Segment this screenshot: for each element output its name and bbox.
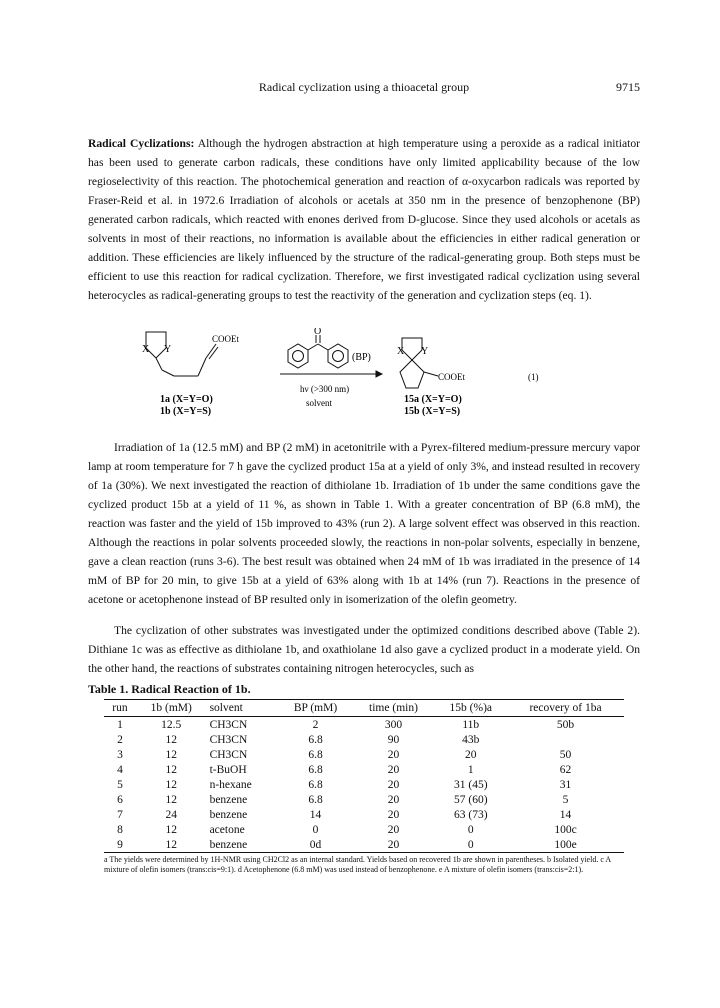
equation-number: (1) xyxy=(528,372,539,382)
condition-solvent: solvent xyxy=(306,398,332,408)
reagent-bp: (BP) xyxy=(352,352,371,363)
product-x-atom: X xyxy=(397,346,405,357)
table-cell: 20 xyxy=(387,823,400,836)
table-cell: 20 xyxy=(465,748,477,761)
table-cell: 6.8 xyxy=(308,778,323,791)
table-cell: 100e xyxy=(554,838,577,851)
table-cell: 4 xyxy=(117,763,123,776)
table-cell: 6.8 xyxy=(308,748,323,761)
table-cell: CH3CN xyxy=(209,733,248,746)
table-row xyxy=(104,792,624,807)
condition-light: hν (>300 nm) xyxy=(300,384,350,394)
table-cell: 6 xyxy=(117,793,123,806)
column-header: time (min) xyxy=(369,702,418,714)
table-row xyxy=(104,747,624,762)
table-cell: 31 xyxy=(559,778,572,791)
reaction-scheme xyxy=(140,328,640,433)
table-cell: 20 xyxy=(387,778,400,791)
table-cell: 2 xyxy=(117,733,123,746)
table-cell: 14 xyxy=(559,808,572,821)
table-cell: benzene xyxy=(209,808,248,821)
table-cell: 1 xyxy=(117,718,123,731)
table-cell: t-BuOH xyxy=(209,763,247,776)
table-cell: 12 xyxy=(165,823,177,836)
paragraph-other-substrates: The cyclization of other substrates was investigated under the optimized conditions described above (Table 2). Dithiane 1c was as effective as dithiolane 1b, and oxathiolane 1d also gave a cyclized product in a moderate yield. On the other hand, the reactions of substrates containing nitrogen heterocycles, such as xyxy=(88,624,640,675)
table-cell: 20 xyxy=(387,808,400,821)
product-ester: COOEt xyxy=(438,372,465,382)
reactant-ester: COOEt xyxy=(212,334,239,344)
table-cell: acetone xyxy=(209,823,245,836)
column-header: recovery of 1ba xyxy=(529,702,602,714)
table-row xyxy=(104,777,624,792)
table-cell: 24 xyxy=(165,808,177,821)
column-header: run xyxy=(112,702,128,714)
column-header: 15b (%)a xyxy=(449,702,493,714)
reactant-label-1b: 1b (X=Y=S) xyxy=(160,406,212,417)
table-cell: 63 (73) xyxy=(454,808,488,821)
reactant-y-atom: Y xyxy=(164,344,172,355)
table-cell: 50b xyxy=(556,718,575,731)
table-cell: 8 xyxy=(117,823,123,836)
table-cell: benzene xyxy=(209,793,248,806)
table-cell: 1 xyxy=(467,763,474,776)
table-cell: 12.5 xyxy=(161,718,182,731)
table-cell: 5 xyxy=(562,793,569,806)
table-cell: 0 xyxy=(312,823,319,836)
table-cell: 3 xyxy=(117,748,123,761)
table-cell: 6.8 xyxy=(308,733,323,746)
table-cell: 50 xyxy=(559,748,572,761)
table-cell: 5 xyxy=(117,778,123,791)
paragraph-lead: Radical Cyclizations: xyxy=(88,137,195,150)
table-cell: 20 xyxy=(387,763,400,776)
table-caption: Table 1. Radical Reaction of 1b. xyxy=(88,682,251,696)
table-cell: 100c xyxy=(554,823,577,836)
paragraph-irradiation: Irradiation of 1a (12.5 mM) and BP (2 mM) in acetonitrile with a Pyrex-filtered medium-pressure mercury vapor lamp at room temperature for 7 h gave the cyclized product 15a at a yield of only 3%, and instead resulted in recovery of 1a (30%). We next investigated the reaction of dithiolane 1b. Irradiation of 1b under the same conditions gave the cyclized product 15b at a yield of 11 %, as shown in Table 1. With a greater concentration of BP (6.8 mM), the reaction was faster and the yield of 15b improved to 43% (run 2). A large solvent effect was observed in this reaction. Although the reactions in polar solvents proceeded slowly, the reactions in non-polar solvents, especially in benzene, gave a clean reaction (runs 3-6). The best result was obtained when 24 mM of 1b was irradiated in the presence of 14 mM of BP for 20 min, to give 15b at a yield of 63% along with 1b at 14% (run 7). Reactions in the presence of acetone or acetophenone instead of BP resulted only in isomerization of the olefin geometry. xyxy=(88,441,640,606)
table-cell: CH3CN xyxy=(209,718,248,731)
table-row xyxy=(104,717,624,733)
page-number: 9715 xyxy=(616,80,640,94)
paragraph-text: Although the hydrogen abstraction at high temperature using a peroxide as a radical initiator has been used to generate carbon radicals, these conditions have only limited applicability because of the low regioselectivity of this reaction. The photochemical generation and reaction of α-oxycarbon radicals was reported by Fraser-Reid et al. in 1972.6 Irradiation of alcohols or acetals at 350 nm in the presence of benzophenone (BP) generated carbon radicals, which reacted with enones derived from D-glucose. Since they used alcohols or acetals as solvents in most of their reactions, no information is available about the efficiencies in either radical generation or addition. These efficiencies are likely influenced by the structure of the radical-generating group. Both steps must be efficient to use this reaction for radical cyclization. Therefore, we first investigated radical cyclization using several heterocycles as radical-generating groups to test the reactivity of the generation and cyclization steps (eq. 1). xyxy=(88,137,640,302)
table-cell: 12 xyxy=(165,793,177,806)
reagent-oxygen: O xyxy=(314,328,322,337)
table-row xyxy=(104,732,624,747)
product-y-atom: Y xyxy=(421,346,429,357)
column-header: solvent xyxy=(209,702,243,714)
reactant-label-1a: 1a (X=Y=O) xyxy=(160,394,213,405)
table-cell: 90 xyxy=(387,733,400,746)
running-header xyxy=(88,80,640,96)
table-cell: 11b xyxy=(462,718,480,731)
table-cell: 2 xyxy=(312,718,319,731)
column-header: 1b (mM) xyxy=(150,702,192,714)
column-header: BP (mM) xyxy=(293,702,338,714)
table-cell: 20 xyxy=(387,748,400,761)
table-cell: 12 xyxy=(165,748,177,761)
table-cell: 12 xyxy=(165,778,177,791)
table-cell: 12 xyxy=(165,733,177,746)
table-cell: benzene xyxy=(209,838,248,851)
table-cell: CH3CN xyxy=(209,748,248,761)
table-row xyxy=(104,762,624,777)
table-cell xyxy=(507,732,624,747)
table-cell: 20 xyxy=(387,793,400,806)
table-cell: 0 xyxy=(467,823,474,836)
table-cell: 0 xyxy=(467,838,474,851)
table-cell: 9 xyxy=(117,838,123,851)
table-cell: 43b xyxy=(462,733,480,746)
table-cell: 62 xyxy=(559,763,572,776)
table-cell: 7 xyxy=(117,808,123,821)
table-footnote: a The yields were determined by 1H-NMR using CH2Cl2 as an internal standard. Yields based on recovered 1b are shown in parentheses. b Isolated yield. c A mixture of olefin isomers (trans:cis=9:1). d Acetophenone (6.8 mM) was used instead of benzophenone. e A mixture of olefin isomers (trans:cis=2:1). xyxy=(104,855,611,874)
table-header-row xyxy=(104,700,624,717)
table-cell: 0d xyxy=(309,838,322,851)
table-cell: 12 xyxy=(165,763,177,776)
product-label-15b: 15b (X=Y=S) xyxy=(404,406,461,417)
running-title: Radical cyclization using a thioacetal group xyxy=(258,80,470,94)
table-cell: n-hexane xyxy=(209,778,252,791)
table-cell: 6.8 xyxy=(308,763,323,776)
table-cell: 6.8 xyxy=(308,793,323,806)
table-cell: 31 (45) xyxy=(454,778,488,791)
table-cell: 14 xyxy=(309,808,322,821)
table-cell: 20 xyxy=(387,838,400,851)
paragraph-radical-cyclizations xyxy=(88,134,640,305)
table-row xyxy=(104,837,624,853)
product-label-15a: 15a (X=Y=O) xyxy=(404,394,462,405)
table-radical-reaction xyxy=(104,699,624,875)
reactant-x-atom: X xyxy=(142,344,150,355)
table-cell: 57 (60) xyxy=(454,793,488,806)
table-row xyxy=(104,822,624,837)
table-cell: 12 xyxy=(165,838,177,851)
table-row xyxy=(104,807,624,822)
table-cell: 300 xyxy=(384,718,403,731)
